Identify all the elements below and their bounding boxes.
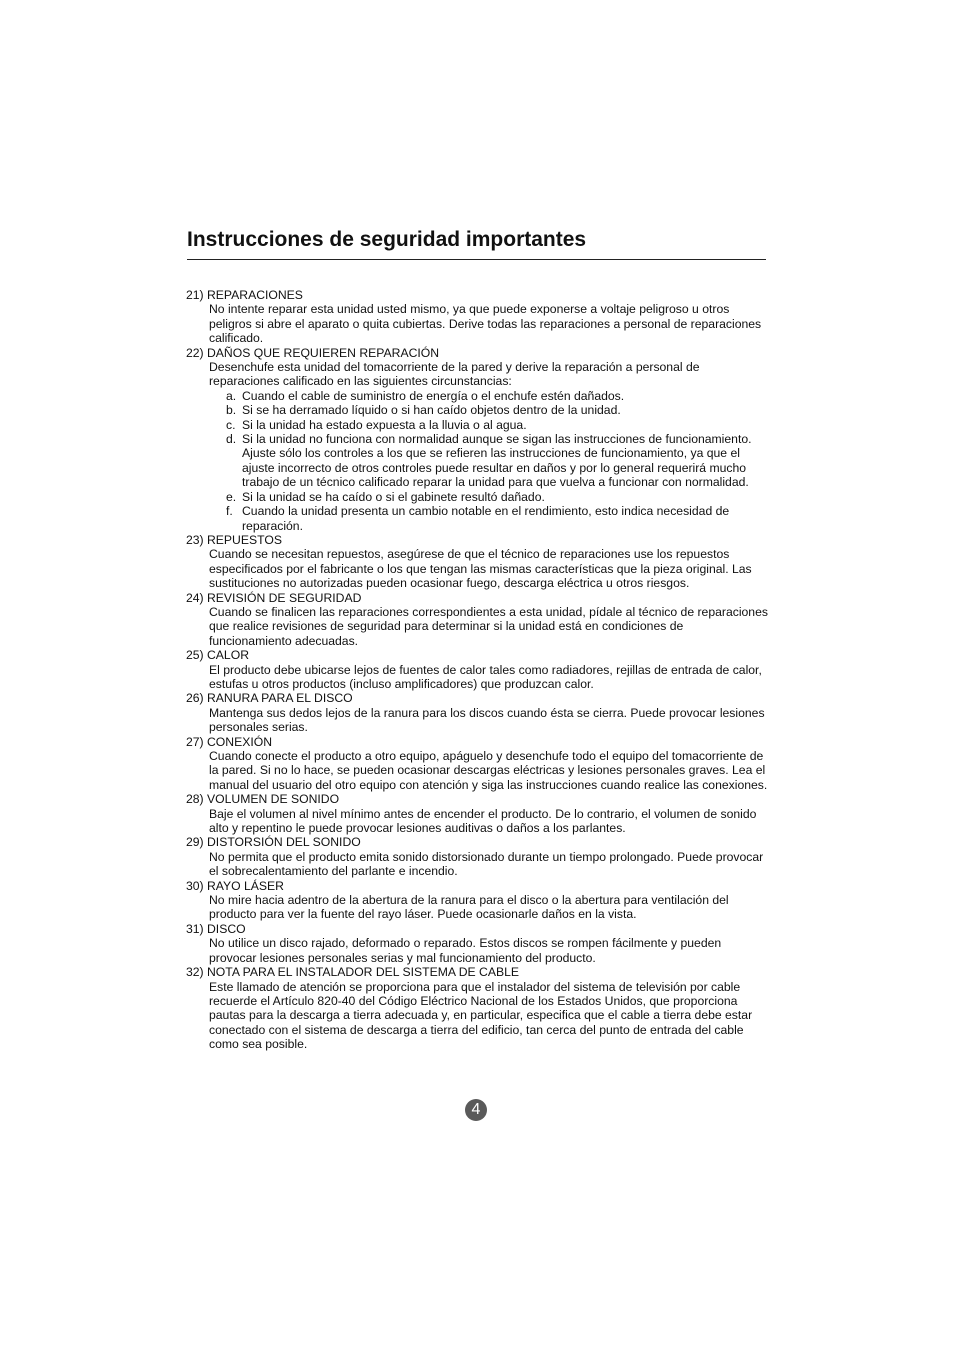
section-32-cable-installer bbox=[186, 965, 768, 1051]
section-22-damage bbox=[186, 346, 768, 533]
list-item bbox=[226, 403, 768, 417]
section-heading: 32) NOTA PARA EL INSTALADOR DEL SISTEMA DE CABLE bbox=[186, 965, 519, 980]
list-item-letter: b. bbox=[226, 403, 237, 418]
section-text: Cuando se finalicen las reparaciones correspondientes a esta unidad, pídale al técnico de reparaciones que realice revisiones de seguridad para determinar si la unidad está en condiciones de funcionamiento adecuadas. bbox=[209, 604, 768, 648]
section-text: No utilice un disco rajado, deformado o reparado. Estos discos se rompen fácilmente y pueden provocar lesiones personales serias y mal funcionamiento del producto. bbox=[209, 936, 722, 965]
list-item bbox=[226, 504, 768, 533]
list-item-letter: d. bbox=[226, 432, 237, 447]
section-25-heat bbox=[186, 648, 768, 691]
section-24-safety-check bbox=[186, 591, 768, 649]
section-text: Baje el volumen al nivel mínimo antes de encender el producto. De lo contrario, el volumen de sonido alto y repentino le puede provocar lesiones auditivas o daños a los parlantes. bbox=[209, 806, 757, 836]
list-item-letter: e. bbox=[226, 489, 237, 504]
list-item-letter: c. bbox=[226, 417, 236, 432]
list-item bbox=[226, 490, 768, 504]
title-divider bbox=[187, 259, 766, 260]
section-heading: 23) REPUESTOS bbox=[186, 532, 282, 547]
list-item-text: Si la unidad no funciona con normalidad aunque se sigan las instrucciones de funcionamiento. Ajuste sólo los controles a los que se refieren las instrucciones de funcionamiento, ya que el ajuste incorrecto de otros controles puede resultar en daños y por lo general requerirá mucho trabajo de un técnico calificado reparar la unidad para que vuelva a funcionar con normalidad. bbox=[242, 432, 752, 490]
section-text: Este llamado de atención se proporciona para que el instalador del sistema de televisión por cable recuerde el Artículo 820-40 del Código Eléctrico Nacional de los Estados Unidos, que proporciona pautas para la descarga a tierra adecuada y, en particular, especifica que el cable a tierra debe estar conectado con el sistema de descarga a tierra del edificio, tan cerca del punto de entrada del cable como sea posible. bbox=[209, 979, 753, 1052]
section-heading: 28) VOLUMEN DE SONIDO bbox=[186, 792, 340, 807]
section-text: Cuando se necesitan repuestos, asegúrese de que el técnico de reparaciones use los repuestos especificados por el fabricante o los que tengan las mismas características que la pieza original. Las sustituciones no autorizadas pueden ocasionar fuego, descarga eléctrica u otros riesgos. bbox=[209, 547, 752, 591]
section-heading: 21) REPARACIONES bbox=[186, 288, 303, 302]
section-26-disc-slot bbox=[186, 691, 768, 734]
damage-conditions-list bbox=[226, 389, 768, 533]
section-heading: 29) DISTORSIÓN DEL SONIDO bbox=[186, 835, 361, 850]
section-text: El producto debe ubicarse lejos de fuentes de calor tales como radiadores, rejillas de entrada de calor, estufas u otros productos (incluso amplificadores) que produzcan calor. bbox=[209, 662, 762, 691]
page-title: Instrucciones de seguridad importantes bbox=[187, 228, 587, 251]
section-31-disc bbox=[186, 922, 768, 965]
list-item bbox=[226, 432, 768, 490]
section-21-repairs bbox=[186, 288, 768, 346]
section-23-replacement-parts bbox=[186, 533, 768, 591]
section-heading: 30) RAYO LÁSER bbox=[186, 878, 284, 893]
section-29-distortion bbox=[186, 835, 768, 878]
section-30-laser bbox=[186, 879, 768, 922]
section-heading: 27) CONEXIÓN bbox=[186, 734, 273, 749]
list-item-letter: a. bbox=[226, 388, 237, 403]
section-heading: 24) REVISIÓN DE SEGURIDAD bbox=[186, 590, 362, 605]
list-item-letter: f. bbox=[226, 504, 233, 519]
page-number-badge: 4 bbox=[465, 1099, 487, 1121]
list-item bbox=[226, 389, 768, 403]
section-heading: 25) CALOR bbox=[186, 648, 249, 663]
section-text: No permita que el producto emita sonido distorsionado durante un tiempo prolongado. Puede provocar el sobrecalentamiento del parlante e incendio. bbox=[209, 849, 764, 879]
section-text: Cuando conecte el producto a otro equipo, apáguelo y desenchufe todo el equipo del tomacorriente de la pared. Si no lo hace, se pueden ocasionar descargas eléctricas y lesiones personales graves. Lea el manual del usuario del otro equipo con atención y siga las instrucciones cuando realice las conexiones. bbox=[209, 749, 768, 792]
section-text: No mire hacia adentro de la abertura de la ranura para el disco o la abertura para ventilación del producto para ver la fuente del rayo láser. Puede ocasionarle daños en la vista. bbox=[209, 893, 729, 922]
list-item-text: Cuando el cable de suministro de energía o el enchufe estén dañados. bbox=[242, 388, 625, 403]
section-28-volume bbox=[186, 792, 768, 835]
list-item-text: Si la unidad ha estado expuesta a la lluvia o al agua. bbox=[242, 417, 527, 432]
list-item-text: Cuando la unidad presenta un cambio notable en el rendimiento, esto indica necesidad de reparación. bbox=[242, 504, 730, 533]
section-heading: 22) DAÑOS QUE REQUIEREN REPARACIÓN bbox=[186, 345, 440, 360]
section-27-connection bbox=[186, 735, 768, 793]
section-text: No intente reparar esta unidad usted mismo, ya que puede exponerse a voltaje peligroso u otros peligros si abre el aparato o quita cubiertas. Derive todas las reparaciones a personal de reparaciones calificado. bbox=[209, 302, 762, 346]
section-text: Mantenga sus dedos lejos de la ranura para los discos cuando ésta se cierra. Puede provocar lesiones personales serias. bbox=[209, 705, 765, 735]
list-item-text: Si la unidad se ha caído o si el gabinete resultó dañado. bbox=[242, 489, 545, 504]
list-item-text: Si se ha derramado líquido o si han caído objetos dentro de la unidad. bbox=[242, 403, 621, 418]
section-heading: 26) RANURA PARA EL DISCO bbox=[186, 691, 353, 706]
section-heading: 31) DISCO bbox=[186, 921, 246, 936]
section-text: Desenchufe esta unidad del tomacorriente de la pared y derive la reparación a personal de reparaciones calificado en las siguientes circunstancias: bbox=[209, 360, 700, 389]
safety-instructions bbox=[186, 288, 768, 1052]
list-item bbox=[226, 418, 768, 432]
